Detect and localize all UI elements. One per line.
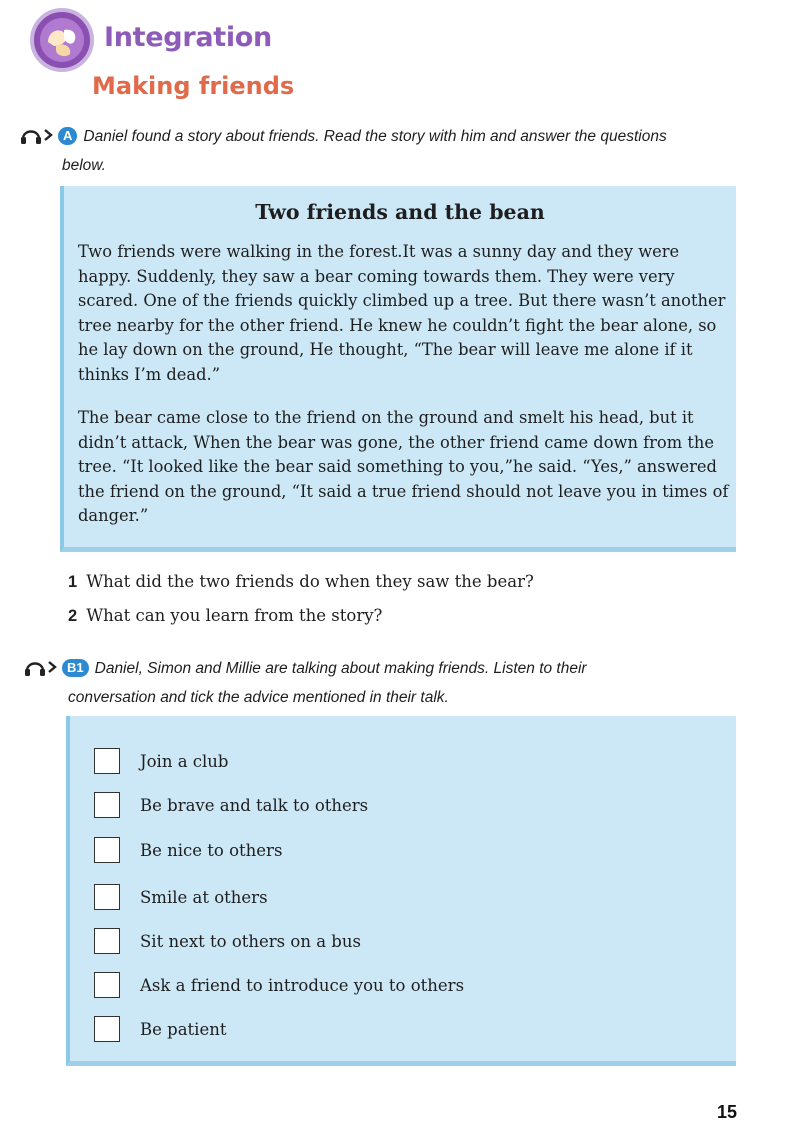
story-paragraph-1: Two friends were walking in the forest.It was a sunny day and they were happy. Suddenly, they saw a bear coming towards them. They were very scared. One of the friends quickly climbed up a tree. But there wasn’t another tree nearby for the other friend. He knew he couldn’t fight the bear alone, so he lay down on the ground, He thought, “The bear will leave me alone if it thinks I’m dead.”	[78, 242, 726, 384]
advice-item[interactable]	[94, 837, 282, 863]
question-text: What did the two friends do when they saw the bear?	[86, 572, 534, 591]
question-1	[68, 572, 534, 592]
advice-checkbox[interactable]	[94, 1016, 120, 1042]
part-a-instructions	[20, 124, 790, 178]
part-a-instruction-text-cont: below.	[62, 157, 106, 174]
part-a-instruction-text: Daniel found a story about friends. Read the story with him and answer the questions	[83, 128, 667, 145]
integration-logo-icon	[30, 8, 94, 72]
advice-checkbox[interactable]	[94, 884, 120, 910]
part-b1-instructions	[24, 656, 764, 710]
headphones-icon[interactable]	[20, 125, 54, 153]
part-b1-badge: B1	[62, 659, 89, 677]
advice-checkbox[interactable]	[94, 928, 120, 954]
question-text: What can you learn from the story?	[86, 606, 383, 625]
lesson-subtitle: Making friends	[92, 72, 295, 100]
part-b1-instruction-text: Daniel, Simon and Millie are talking about making friends. Listen to their	[94, 660, 587, 677]
advice-checkbox[interactable]	[94, 792, 120, 818]
advice-checkbox[interactable]	[94, 837, 120, 863]
advice-label: Smile at others	[140, 887, 268, 907]
section-title: Integration	[104, 22, 272, 53]
page-number: 15	[717, 1102, 738, 1122]
advice-label: Be patient	[140, 1019, 227, 1039]
story-title: Two friends and the bean	[255, 200, 545, 224]
advice-item[interactable]	[94, 1016, 226, 1042]
advice-label: Sit next to others on a bus	[140, 931, 361, 951]
question-2	[68, 606, 382, 626]
advice-label: Ask a friend to introduce you to others	[140, 975, 465, 995]
advice-item[interactable]	[94, 972, 464, 998]
question-number: 1	[68, 573, 78, 591]
advice-item[interactable]	[94, 928, 361, 954]
advice-checkbox[interactable]	[94, 748, 120, 774]
story-paragraph-2: The bear came close to the friend on the ground and smelt his head, but it didn’t attack, When the bear was gone, the other friend came down from the tree. “It looked like the bear said something to you,”he said. “Yes,” answered the friend on the ground, “It said a true friend should not leave you in times of danger.”	[78, 408, 729, 526]
part-b1-instruction-text-cont: conversation and tick the advice mentioned in their talk.	[68, 689, 449, 706]
advice-label: Join a club	[140, 751, 229, 771]
question-number: 2	[68, 607, 78, 625]
advice-item[interactable]	[94, 884, 268, 910]
advice-label: Be brave and talk to others	[140, 795, 369, 815]
part-a-badge: A	[58, 127, 77, 145]
advice-checkbox[interactable]	[94, 972, 120, 998]
advice-item[interactable]	[94, 748, 229, 774]
headphones-icon[interactable]	[24, 657, 58, 685]
advice-label: Be nice to others	[140, 840, 283, 860]
advice-checklist	[66, 716, 736, 1066]
advice-item[interactable]	[94, 792, 368, 818]
story-box	[60, 186, 736, 552]
